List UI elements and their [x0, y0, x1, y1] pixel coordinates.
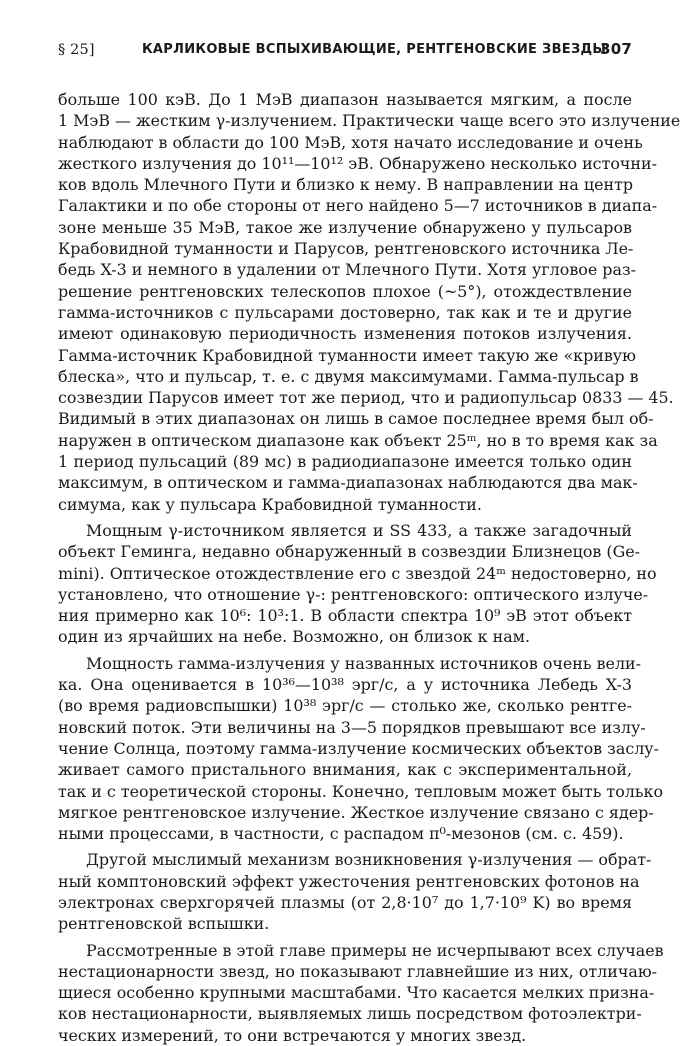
text-line: ния примерно как 10⁶: 10³:1. В области спектра 10⁹ эВ этот объект — [58, 606, 632, 626]
text-line: гамма-источников с пульсарами достоверно, так как и те и другие — [58, 302, 632, 322]
text-line: жесткого излучения до 10¹¹—10¹² эВ. Обнаружено несколько источни- — [58, 153, 657, 173]
text-line: Мощность гамма-излучения у названных источников очень вели- — [86, 653, 642, 673]
text-line: блеска», что и пульсар, т. е. с двумя максимумами. Гамма-пульсар в — [58, 366, 639, 386]
text-line: один из ярчайших на небе. Возможно, он близок к нам. — [58, 627, 531, 647]
text-line: установлено, что отношение γ-: рентгеновского: оптического излуче- — [58, 584, 649, 604]
text-line: наблюдают в области до 100 МэВ, хотя начато исследование и очень — [58, 132, 643, 152]
text-line: Галактики и по обе стороны от него найдено 5—7 источников в диапа- — [58, 196, 658, 216]
paragraph — [58, 849, 652, 934]
running-header — [58, 42, 632, 64]
page-number: 307 — [600, 40, 632, 58]
text-line: Крабовидной туманности и Парусов, рентгеновского источника Ле- — [58, 239, 634, 259]
text-line: созвездии Парусов имеет тот же период, что и радиопульсар 0833 — 45. — [58, 388, 674, 408]
text-line: бедь X-3 и немного в удалении от Млечного Пути. Хотя угловое раз- — [58, 260, 636, 280]
running-title: КАРЛИКОВЫЕ ВСПЫХИВАЮЩИЕ, РЕНТГЕНОВСКИЕ ЗВЕЗДЫ — [142, 42, 607, 57]
text-line: электронах сверхгорячей плазмы (от 2,8·10⁷ до 1,7·10⁹ K) во время — [58, 892, 632, 912]
text-line: нестационарности звезд, но показывают главнейшие из них, отличаю- — [58, 961, 658, 981]
text-line: Видимый в этих диапазонах он лишь в самое последнее время был об- — [58, 409, 654, 429]
text-line: ка. Она оценивается в 10³⁶—10³⁸ эрг/с, а у источника Лебедь X-3 — [58, 675, 632, 695]
text-line: mini). Оптическое отождествление его с звездой 24ᵐ недостоверно, но — [58, 563, 657, 583]
text-line: рентгеновской вспышки. — [58, 914, 270, 934]
paragraph — [58, 653, 664, 845]
text-line: Рассмотренные в этой главе примеры не исчерпывают всех случаев — [86, 940, 664, 960]
text-line: объект Геминга, недавно обнаруженный в созвездии Близнецов (Ge- — [58, 542, 641, 562]
page-body — [58, 89, 681, 1046]
text-line: (во время радиовспышки) 10³⁸ эрг/с — столько же, сколько рентге- — [58, 696, 632, 716]
text-line: новский поток. Эти величины на 3—5 порядков превышают все излу- — [58, 717, 646, 737]
text-line: так и с теоретической стороны. Конечно, тепловым может быть только — [58, 781, 664, 801]
text-line: зоне меньше 35 МэВ, такое же излучение обнаружено у пульсаров — [58, 217, 632, 237]
text-line: симума, как у пульсара Крабовидной туманности. — [58, 494, 482, 514]
text-line: 1 МэВ — жестким γ-излучением. Практически чаще всего это излучение — [58, 111, 681, 131]
paragraph — [58, 520, 657, 648]
section-number: § 25] — [58, 42, 95, 58]
text-line: больше 100 кэВ. До 1 МэВ диапазон называется мягким, а после — [58, 90, 632, 109]
text-line: ческих измерений, то они встречаются у многих звезд. — [58, 1025, 527, 1045]
text-line: ков нестационарности, выявляемых лишь посредством фотоэлектри- — [58, 1004, 642, 1024]
text-line: имеют одинаковую периодичность изменения потоков излучения. — [58, 324, 632, 344]
book-page — [58, 40, 681, 1046]
text-line: наружен в оптическом диапазоне как объект 25ᵐ, но в то время как за — [58, 430, 658, 450]
text-line: чение Солнца, поэтому гамма-излучение космических объектов заслу- — [58, 738, 660, 758]
text-line: Мощным γ-источником является и SS 433, а также загадочный — [86, 520, 632, 540]
text-line: максимум, в оптическом и гамма-диапазонах наблюдаются два мак- — [58, 473, 638, 493]
text-line: мягкое рентгеновское излучение. Жесткое излучение связано с ядер- — [58, 802, 654, 822]
text-line: живает самого пристального внимания, как с экспериментальной, — [58, 760, 632, 780]
text-line: Гамма-источник Крабовидной туманности имеет такую же «кривую — [58, 345, 636, 365]
text-line: ков вдоль Млечного Пути и близко к нему. В направлении на центр — [58, 175, 634, 195]
text-line: решение рентгеновских телескопов плохое (~5°), отождествление — [58, 281, 632, 301]
text-line: щиеся особенно крупными масштабами. Что касается мелких призна- — [58, 983, 655, 1003]
text-line: Другой мыслимый механизм возникновения γ-излучения — обрат- — [86, 850, 652, 870]
paragraph — [58, 89, 681, 515]
text-line: 1 период пульсаций (89 мс) в радиодиапазоне имеется только один — [58, 452, 632, 472]
text-line: ный комптоновский эффект ужесточения рентгеновских фотонов на — [58, 871, 640, 891]
paragraph — [58, 940, 664, 1046]
text-line: ными процессами, в частности, с распадом π⁰-мезонов (см. с. 459). — [58, 824, 624, 844]
